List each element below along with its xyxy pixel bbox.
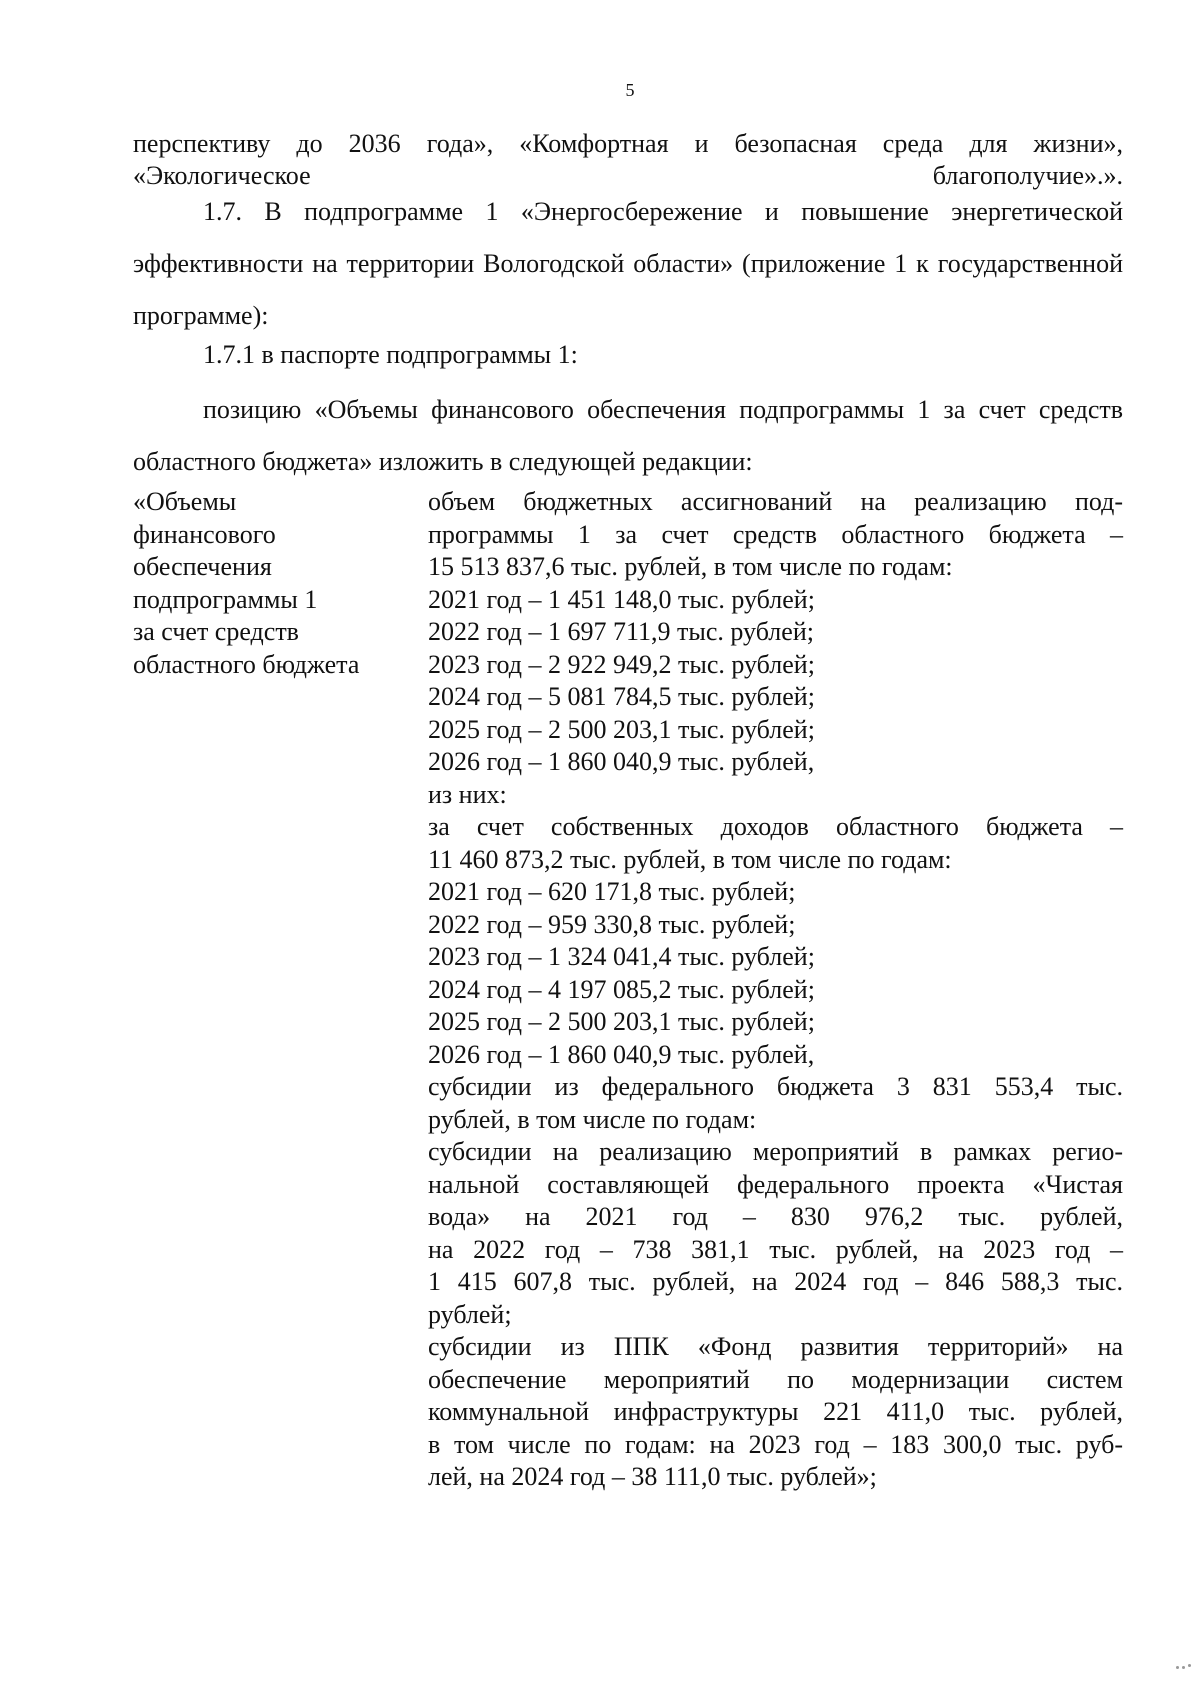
title-line: подпрограммы 1 (133, 584, 318, 614)
scan-artifact (1182, 1666, 1185, 1669)
year-amount-line: 2021 год – 620 171,8 тыс. рублей; (428, 877, 796, 906)
section-1-7-paragraph: 1.7. В подпрограмме 1 «Энергосбережение и повышение энергетической эффективности на территории Вологодской области» (приложение 1 к государственной программе): (133, 197, 1123, 330)
passport-position-title (133, 486, 393, 681)
year-amount-line: 2023 год – 2 922 949,2 тыс. рублей; (428, 649, 815, 679)
title-line: «Объемы (133, 487, 237, 516)
title-line: областного бюджета (133, 649, 360, 679)
year-amount-line: 2021 год – 1 451 148,0 тыс. рублей; (428, 584, 815, 614)
value-line: 11 460 873,2 тыс. рублей, в том числе по годам: (428, 844, 952, 874)
continuation-paragraph: перспективу до 2036 года», «Комфортная и безопасная среда для жизни», «Экологическое благополучие».». (133, 129, 1123, 190)
value-line: 15 513 837,6 тыс. рублей, в том числе по годам: (428, 552, 953, 581)
value-line: программы 1 за счет средств областного бюджета – (428, 519, 1123, 549)
title-line: финансового (133, 519, 276, 549)
value-line: обеспечение мероприятий по модернизации систем (428, 1364, 1123, 1394)
year-amount-line: 2024 год – 5 081 784,5 тыс. рублей; (428, 682, 815, 711)
value-line: в том числе по годам: на 2023 год – 183 300,0 тыс. руб- (428, 1429, 1123, 1459)
value-line: рублей, в том числе по годам: (428, 1104, 757, 1134)
value-line: субсидии из федерального бюджета 3 831 553,4 тыс. (428, 1072, 1123, 1101)
scan-artifact (1176, 1666, 1179, 1669)
value-line: рублей; (428, 1299, 512, 1329)
value-line: субсидии на реализацию мероприятий в рамках регио- (428, 1137, 1123, 1166)
year-amount-line: 2022 год – 1 697 711,9 тыс. рублей; (428, 617, 814, 646)
value-line: 1 415 607,8 тыс. рублей, на 2024 год – 846 588,3 тыс. (428, 1267, 1123, 1296)
position-paragraph: позицию «Объемы финансового обеспечения подпрограммы 1 за счет средств областного бюджета» изложить в следующей редакции: (133, 395, 1123, 476)
scan-artifact (1188, 1664, 1191, 1667)
title-line: обеспечения (133, 552, 272, 581)
year-amount-line: 2026 год – 1 860 040,9 тыс. рублей, (428, 1039, 815, 1069)
value-line: коммунальной инфраструктуры 221 411,0 тыс. рублей, (428, 1397, 1123, 1426)
page-number: 5 (625, 80, 635, 100)
year-amount-line: 2022 год – 959 330,8 тыс. рублей; (428, 909, 796, 939)
year-amount-line: 2023 год – 1 324 041,4 тыс. рублей; (428, 942, 815, 971)
passport-position-value (428, 486, 1123, 1494)
value-line: за счет собственных доходов областного бюджета – (428, 812, 1123, 841)
year-amount-line: 2025 год – 2 500 203,1 тыс. рублей; (428, 714, 815, 744)
section-1-7-1-paragraph: 1.7.1 в паспорте подпрограммы 1: (203, 340, 578, 369)
value-line: нальной составляющей федерального проекта «Чистая (428, 1169, 1123, 1199)
value-line: вода» на 2021 год – 830 976,2 тыс. рублей, (428, 1202, 1123, 1231)
year-amount-line: 2024 год – 4 197 085,2 тыс. рублей; (428, 974, 815, 1004)
value-line: из них: (428, 779, 507, 809)
title-line: за счет средств (133, 617, 299, 646)
year-amount-line: 2025 год – 2 500 203,1 тыс. рублей; (428, 1007, 815, 1036)
value-line: объем бюджетных ассигнований на реализацию под- (428, 487, 1123, 516)
value-line: на 2022 год – 738 381,1 тыс. рублей, на 2023 год – (428, 1234, 1123, 1264)
value-line: лей, на 2024 год – 38 111,0 тыс. рублей»; (428, 1462, 877, 1491)
value-line: субсидии из ППК «Фонд развития территорий» на (428, 1332, 1123, 1361)
year-amount-line: 2026 год – 1 860 040,9 тыс. рублей, (428, 747, 815, 776)
